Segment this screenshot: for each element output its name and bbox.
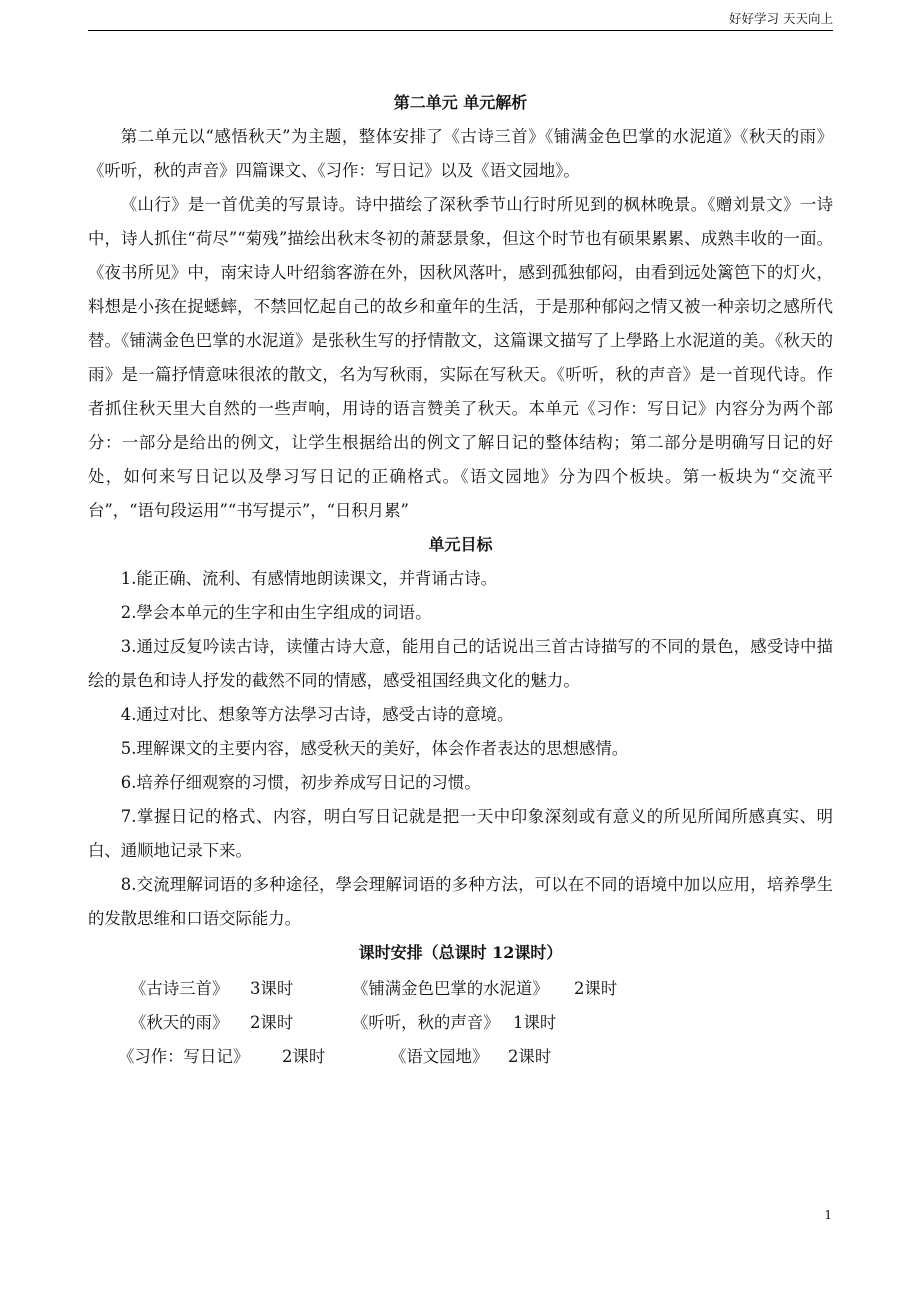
goal-item: 5.理解课文的主要内容，感受秋天的美好，体会作者表达的思想感情。 bbox=[120, 739, 629, 758]
unit-analysis-title: 第二单元 单元解析 bbox=[393, 93, 528, 112]
page-header bbox=[88, 8, 833, 31]
analysis-paragraph: 第二单元以“感悟秋天”为主题，整体安排了《古诗三首》《铺满金色巴掌的水泥道》《秋天的雨》《听听，秋的声音》四篇课文、《习作：写日记》以及《语文园地》。 bbox=[88, 127, 833, 180]
lesson-name: 《铺满金色巴掌的水泥道》 bbox=[352, 979, 549, 998]
lesson-name: 《习作：写日记》 bbox=[118, 1047, 250, 1066]
goal-item: 8.交流理解词语的多种途径，學会理解词语的多种方法，可以在不同的语境中加以应用，培养學生的发散思维和口语交际能力。 bbox=[88, 875, 833, 928]
document-body bbox=[88, 86, 833, 1074]
lesson-hours: 2课时 bbox=[250, 1013, 294, 1032]
lesson-name: 《听听，秋的声音》 bbox=[352, 1013, 500, 1032]
unit-goals-title: 单元目标 bbox=[428, 535, 493, 554]
page-number: 1 bbox=[824, 1208, 832, 1222]
goal-item: 7.掌握日记的格式、内容，明白写日记就是把一天中印象深刻或有意义的所见所闻所感真实、明白、通顺地记录下来。 bbox=[88, 807, 833, 860]
lesson-hours: 2课时 bbox=[574, 979, 618, 998]
goal-item: 2.學会本单元的生字和由生字组成的词语。 bbox=[120, 603, 432, 622]
goal-item: 3.通过反复吟读古诗，读懂古诗大意，能用自己的话说出三首古诗描写的不同的景色，感受诗中描绘的景色和诗人抒发的截然不同的情感，感受祖国经典文化的魅力。 bbox=[88, 637, 833, 690]
lesson-name: 《古诗三首》 bbox=[130, 979, 229, 998]
goal-item: 4.通过对比、想象等方法學习古诗，感受古诗的意境。 bbox=[120, 705, 514, 724]
schedule-table bbox=[88, 972, 833, 1074]
goal-item: 6.培养仔细观察的习惯，初步养成写日记的习惯。 bbox=[120, 773, 481, 792]
analysis-paragraph: 《山行》是一首优美的写景诗。诗中描绘了深秋季节山行时所见到的枫林晚景。《赠刘景文》一诗中，诗人抓住“荷尽”“菊残”描绘出秋末冬初的萧瑟景象，但这个时节也有硕果累累、成熟丰收的一面。《夜书所见》中，南宋诗人叶绍翁客游在外，因秋风落叶，感到孤独郁闷，由看到远处篱笆下的灯火，料想是小孩在捉蟋蟀，不禁回忆起自己的故乡和童年的生活，于是那种郁闷之情又被一种亲切之感所代替。《铺满金色巴掌的水泥道》是张秋生写的抒情散文，这篇课文描写了上學路上水泥道的美。《秋天的雨》是一篇抒情意味很浓的散文，名为写秋雨，实际在写秋天。《听听，秋的声音》是一首现代诗。作者抓住秋天里大自然的一些声响，用诗的语言赞美了秋天。本单元《习作：写日记》内容分为两个部分：一部分是给出的例文，让学生根据给出的例文了解日记的整体结构；第二部分是明确写日记的好处，如何来写日记以及學习写日记的正确格式。《语文园地》分为四个板块。第一板块为“交流平台”，“语句段运用”“书写提示”，“日积月累” bbox=[88, 195, 833, 520]
schedule-title: 课时安排（总课时 12课时） bbox=[358, 943, 563, 962]
schedule-row bbox=[88, 1040, 833, 1074]
lesson-name: 《语文园地》 bbox=[390, 1047, 489, 1066]
goal-item: 1.能正确、流利、有感情地朗读课文，并背诵古诗。 bbox=[120, 569, 498, 588]
schedule-row bbox=[88, 1006, 833, 1040]
lesson-hours: 2课时 bbox=[282, 1047, 326, 1066]
lesson-hours: 2课时 bbox=[508, 1047, 552, 1066]
header-motto: 好好学习 天天向上 bbox=[729, 11, 833, 26]
lesson-hours: 1课时 bbox=[513, 1013, 557, 1032]
lesson-name: 《秋天的雨》 bbox=[130, 1013, 229, 1032]
schedule-row bbox=[88, 972, 833, 1006]
lesson-hours: 3课时 bbox=[250, 979, 294, 998]
